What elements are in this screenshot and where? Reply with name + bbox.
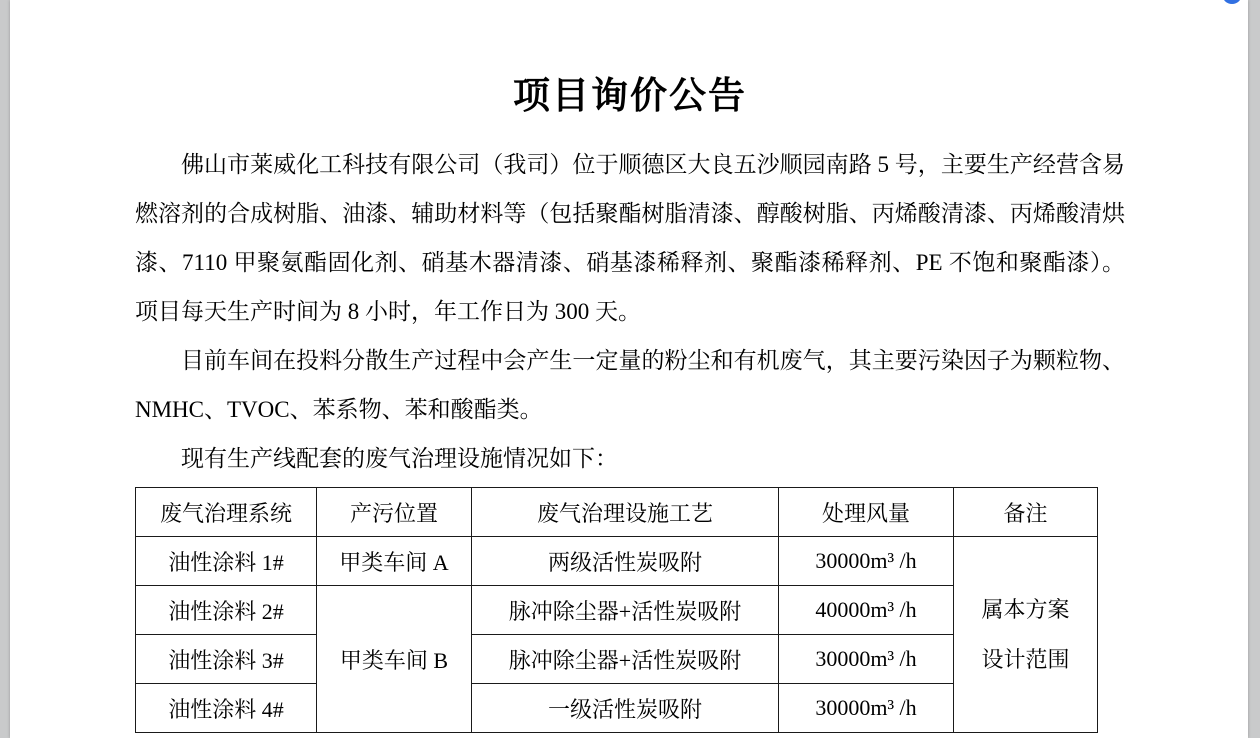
header-airflow: 处理风量	[779, 488, 954, 537]
header-system: 废气治理系统	[136, 488, 317, 537]
cell-location-merged: 甲类车间 B	[317, 586, 472, 733]
table-row	[136, 537, 1098, 586]
cell-airflow: 30000m³ /h	[779, 537, 954, 586]
cell-system: 油性涂料 2#	[136, 586, 317, 635]
cell-airflow: 30000m³ /h	[779, 684, 954, 733]
note-line-1: 属本方案	[981, 596, 1070, 622]
document-content	[135, 0, 1125, 733]
cell-system: 油性涂料 3#	[136, 635, 317, 684]
cell-system: 油性涂料 1#	[136, 537, 317, 586]
paragraph-pollutants: 目前车间在投料分散生产过程中会产生一定量的粉尘和有机废气，其主要污染因子为颗粒物、NMHC、TVOC、苯系物、苯和酸酯类。	[135, 348, 1125, 422]
cell-system: 油性涂料 4#	[136, 684, 317, 733]
cell-process: 脉冲除尘器+活性炭吸附	[472, 586, 779, 635]
treatment-table	[135, 487, 1098, 733]
header-note: 备注	[954, 488, 1098, 537]
table-row	[136, 635, 1098, 684]
document-page	[10, 0, 1248, 738]
page-title: 项目询价公告	[513, 76, 747, 117]
paragraph-company-intro: 佛山市莱威化工科技有限公司（我司）位于顺德区大良五沙顺园南路 5 号，主要生产经营含易燃溶剂的合成树脂、油漆、辅助材料等（包括聚酯树脂清漆、醇酸树脂、丙烯酸清漆、丙烯酸清烘漆、7110 甲聚氨酯固化剂、硝基木器清漆、硝基漆稀释剂、聚酯漆稀释剂、PE 不饱和聚酯漆）。项目每天生产时间为 8 小时，年工作日为 300 天。	[135, 152, 1125, 324]
note-line-2: 设计范围	[981, 646, 1070, 672]
cell-location: 甲类车间 A	[317, 537, 472, 586]
right-gutter	[1248, 0, 1260, 738]
table-header-row	[136, 488, 1098, 537]
cell-process: 脉冲除尘器+活性炭吸附	[472, 635, 779, 684]
cell-note-merged	[954, 537, 1098, 733]
paragraph-table-lead: 现有生产线配套的废气治理设施情况如下：	[181, 446, 618, 471]
header-location: 产污位置	[317, 488, 472, 537]
title-spacer	[135, 120, 1125, 140]
left-gutter	[0, 0, 10, 738]
cell-process: 一级活性炭吸附	[472, 684, 779, 733]
cell-airflow: 30000m³ /h	[779, 635, 954, 684]
table-row	[136, 586, 1098, 635]
table-row	[136, 684, 1098, 733]
header-process: 废气治理设施工艺	[472, 488, 779, 537]
cell-airflow: 40000m³ /h	[779, 586, 954, 635]
cell-process: 两级活性炭吸附	[472, 537, 779, 586]
